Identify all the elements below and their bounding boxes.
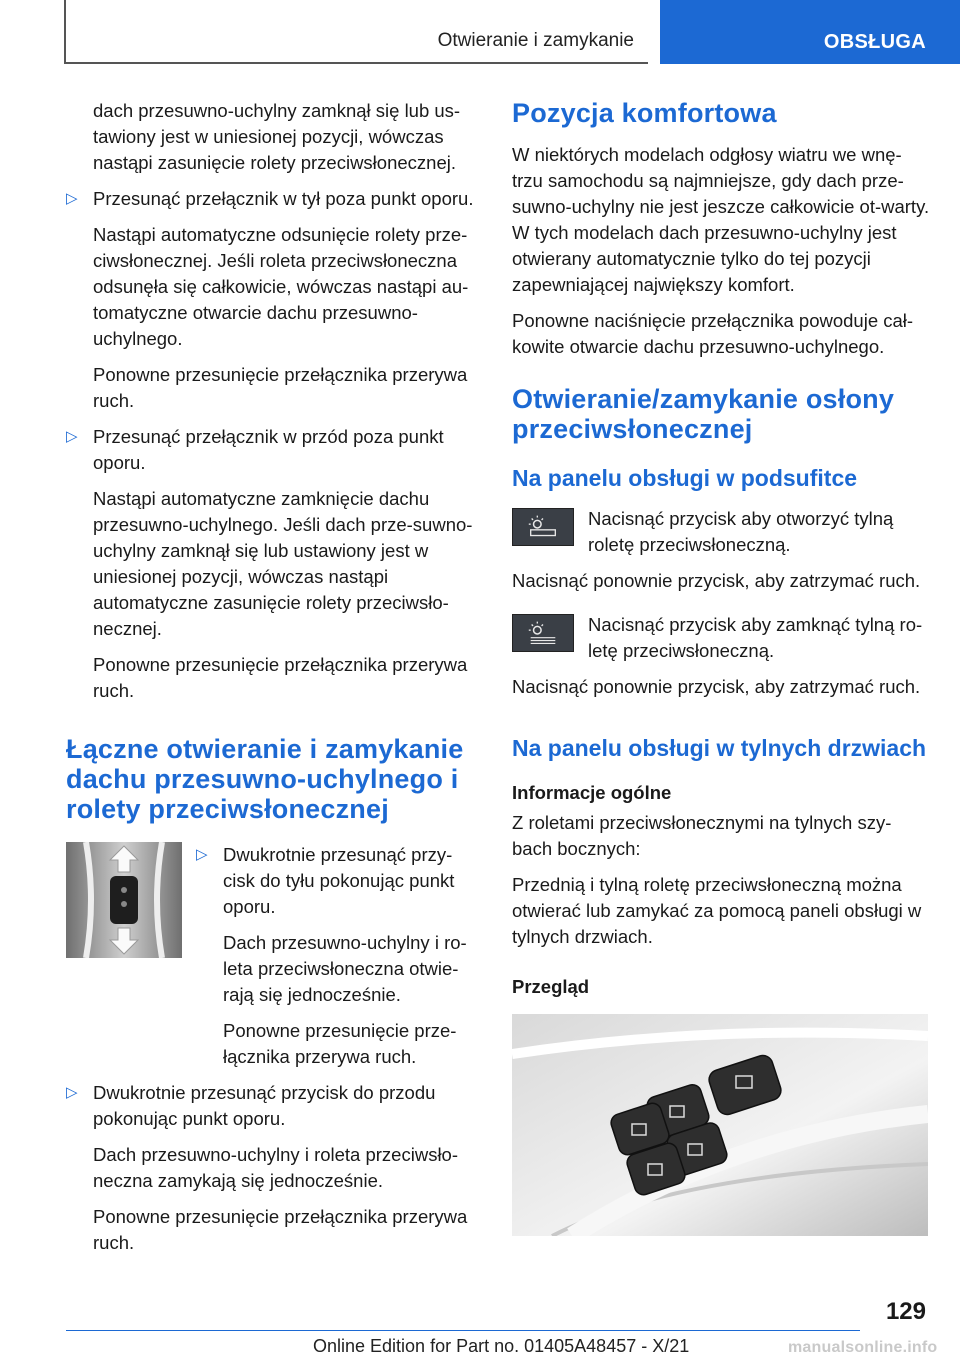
close-button-stop-text: Nacisnąć ponownie przycisk, aby zatrzymać ruch. (512, 676, 921, 697)
list-item-text: Przesunąć przełącznik w tył poza punkt oporu. (93, 188, 474, 209)
subheading-roof-panel: Na panelu obsługi w podsufitce (512, 465, 858, 491)
door-panel-photo (512, 1014, 928, 1236)
list-item (66, 424, 480, 476)
watermark: manualsonline.info (788, 1339, 938, 1356)
list-item-detail: Ponowne przesunięcie przełącznika przerywa ruch. (93, 364, 468, 411)
triangle-bullet-icon: ▷ (66, 1084, 78, 1101)
list-item-detail: Dach przesuwno-uchylny i ro-leta przeciwsłoneczna otwie-rają się jednocześnie. (223, 932, 467, 1005)
list-item (66, 1080, 480, 1132)
subheading-door-panel: Na panelu obsługi w tylnych drzwiach (512, 735, 927, 761)
combined-switch-figure-row (66, 842, 480, 1080)
close-button-row (512, 612, 930, 664)
section-heading-combined: Łączne otwieranie i zamykanie dachu przesuwno-uchylnego i rolety przeciwsłonecznej (66, 734, 464, 824)
edition-text: Online Edition for Part no. 01405A48457 - X/21 (313, 1336, 690, 1356)
general-paragraph: Przednią i tylną roletę przeciwsłoneczną można otwierać lub zamykać za pomocą paneli obsługi w tylnych drzwiach. (512, 874, 922, 947)
triangle-bullet-icon: ▷ (66, 190, 78, 207)
chapter-tab-label: OBSŁUGA (823, 31, 926, 53)
footer-divider (66, 1330, 860, 1331)
list-item-detail: Nastąpi automatyczne odsunięcie rolety prze-ciwsłonecznej. Jeśli roleta przeciwsłoneczna odsunęła się całkowicie, wówczas nastąpi au-tomatyczne otwarcie dachu przesuwno-uchylnego. (93, 224, 469, 349)
list-item (196, 842, 480, 920)
comfort-paragraph: Ponowne naciśnięcie przełącznika powoduje cał-kowite otwarcie dachu przesuwno-uchylnego. (512, 310, 914, 357)
triangle-bullet-icon: ▷ (196, 846, 208, 863)
open-button-stop-text: Nacisnąć ponownie przycisk, aby zatrzymać ruch. (512, 570, 921, 591)
subheading-general-info: Informacje ogólne (512, 782, 672, 803)
triangle-bullet-icon: ▷ (66, 428, 78, 445)
list-item-detail: Ponowne przesunięcie prze-łącznika przerywa ruch. (223, 1020, 457, 1067)
chapter-tab (660, 0, 960, 64)
subheading-overview: Przegląd (512, 976, 590, 997)
section-heading-cover: Otwieranie/zamykanie osłony przeciwsłonecznej (512, 384, 895, 444)
open-button-row (512, 506, 930, 558)
list-item-detail: Dach przesuwno-uchylny i roleta przeciwsło-neczna zamykają się jednocześnie. (93, 1144, 459, 1191)
list-item (66, 186, 480, 212)
right-column (512, 98, 930, 1236)
list-item-text: Przesunąć przełącznik w przód poza punkt oporu. (93, 426, 444, 473)
intro-paragraph: dach przesuwno-uchylny zamknął się lub us-tawiony jest w uniesionej pozycji, wówczas nastąpi zasunięcie rolety przeciwsłonecznej. (93, 100, 461, 173)
sunshade-open-button-icon (512, 508, 574, 546)
section-title: Otwieranie i zamykanie (437, 30, 634, 51)
list-item-text: Dwukrotnie przesunąć przy-cisk do tyłu pokonując punkt oporu. (223, 844, 455, 917)
list-item-detail: Ponowne przesunięcie przełącznika przerywa ruch. (93, 1206, 468, 1253)
left-column (66, 98, 480, 1266)
section-heading-comfort: Pozycja komfortowa (512, 98, 777, 128)
sunshade-close-button-icon (512, 614, 574, 652)
page-number: 129 (885, 1298, 926, 1325)
header-frame (64, 0, 648, 64)
open-button-instruction: Nacisnąć przycisk aby otworzyć tylną roletę przeciwsłoneczną. (588, 508, 894, 555)
list-item-text: Dwukrotnie przesunąć przycisk do przodu pokonując punkt oporu. (93, 1082, 436, 1129)
general-paragraph: Z roletami przeciwsłonecznymi na tylnych szy-bach bocznych: (512, 812, 892, 859)
comfort-paragraph: W niektórych modelach odgłosy wiatru we wnę-trzu samochodu są najmniejsze, gdy dach prze-suwno-uchylny nie jest jeszcze całkowicie ot-warty. W tych modelach dach przesuwno-uchylny jest otwierany automatycznie tylko do tej pozycji zapewniającej największy komfort. (512, 144, 930, 295)
list-item-detail: Ponowne przesunięcie przełącznika przerywa ruch. (93, 654, 468, 701)
roof-switch-photo (66, 842, 182, 958)
close-button-instruction: Nacisnąć przycisk aby zamknąć tylną ro-letę przeciwsłoneczną. (588, 614, 923, 661)
list-item-detail: Nastąpi automatyczne zamknięcie dachu przesuwno-uchylnego. Jeśli dach prze-suwno-uchylny zamknął się lub ustawiony jest w uniesionej pozycji, wówczas nastąpi automatyczne zasunięcie rolety przeciwsło-necznej. (93, 488, 473, 639)
